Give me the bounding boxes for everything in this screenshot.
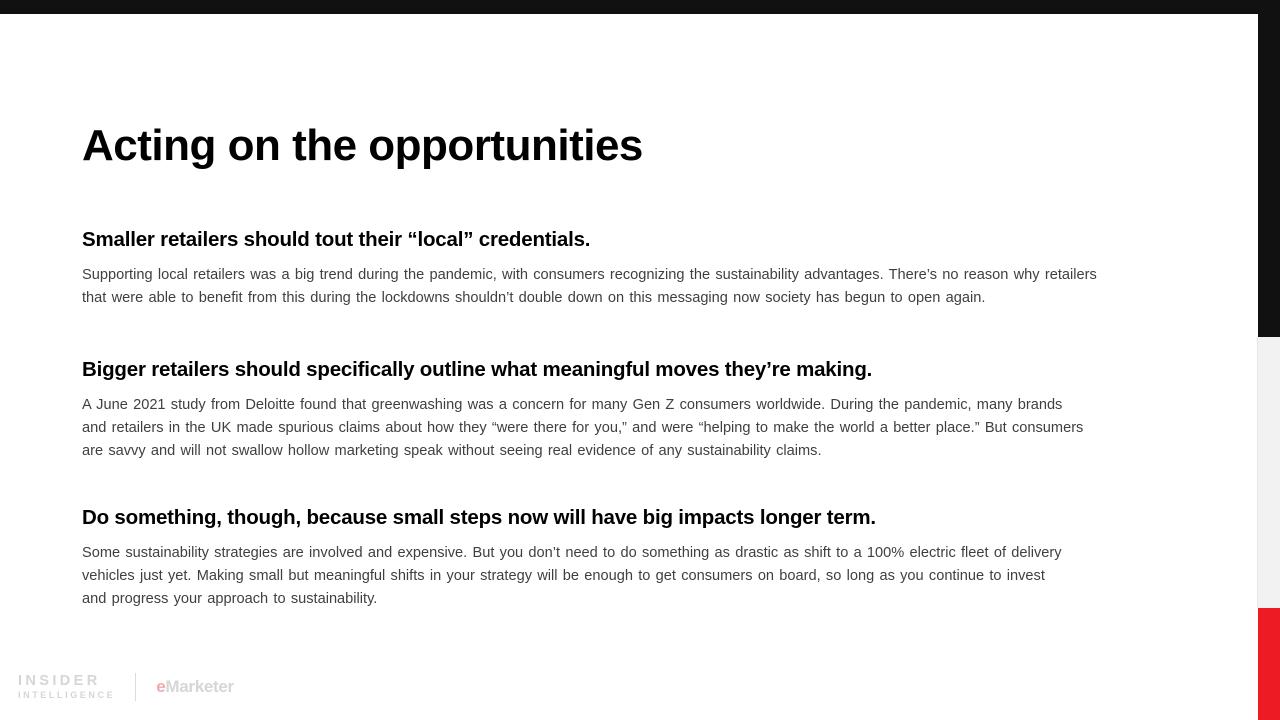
section-bigger-retailers xyxy=(82,358,1102,464)
emarketer-logo-name: Marketer xyxy=(165,677,234,696)
insider-intelligence-logo xyxy=(18,674,115,701)
section-heading: Smaller retailers should tout their “local” credentials. xyxy=(82,228,591,251)
right-red-bar-decoration xyxy=(1258,608,1280,720)
logo-divider xyxy=(135,673,136,701)
left-edge-decoration xyxy=(0,14,8,720)
section-heading: Bigger retailers should specifically outline what meaningful moves they’re making. xyxy=(82,358,873,381)
section-body: A June 2021 study from Deloitte found that greenwashing was a concern for many Gen Z consumers worldwide. During the pandemic, many brands and retailers in the UK made spurious claims about how they “were there for you,” and were “helping to make the world a better place.” But consumers are savvy and will not swallow hollow marketing speak without seeing real evidence of any sustainability claims. xyxy=(82,397,1084,460)
section-smaller-retailers xyxy=(82,228,1102,310)
insider-logo-line2: INTELLIGENCE xyxy=(18,690,116,701)
footer-logos xyxy=(18,672,234,702)
section-heading: Do something, though, because small steps now will have big impacts longer term. xyxy=(82,506,876,529)
emarketer-logo xyxy=(156,677,234,697)
top-band-decoration xyxy=(0,0,1280,14)
page-title: Acting on the opportunities xyxy=(82,121,643,170)
section-do-something xyxy=(82,506,1102,612)
section-body: Supporting local retailers was a big trend during the pandemic, with consumers recognizing the sustainability advantages. There’s no reason why retailers that were able to benefit from this during the lockdowns shouldn’t double down on this messaging now society has begun to open again. xyxy=(82,267,1097,307)
emarketer-logo-e: e xyxy=(156,677,166,696)
section-body: Some sustainability strategies are involved and expensive. But you don’t need to do something as drastic as shift to a 100% electric fleet of delivery vehicles just yet. Making small but meaningful shifts in your strategy will be enough to get consumers on board, so long as you continue to invest and progress your approach to sustainability. xyxy=(82,545,1062,608)
insider-logo-line1: INSIDER xyxy=(18,672,101,689)
right-black-bar-decoration xyxy=(1258,14,1280,337)
right-gray-bar-decoration xyxy=(1257,337,1280,608)
